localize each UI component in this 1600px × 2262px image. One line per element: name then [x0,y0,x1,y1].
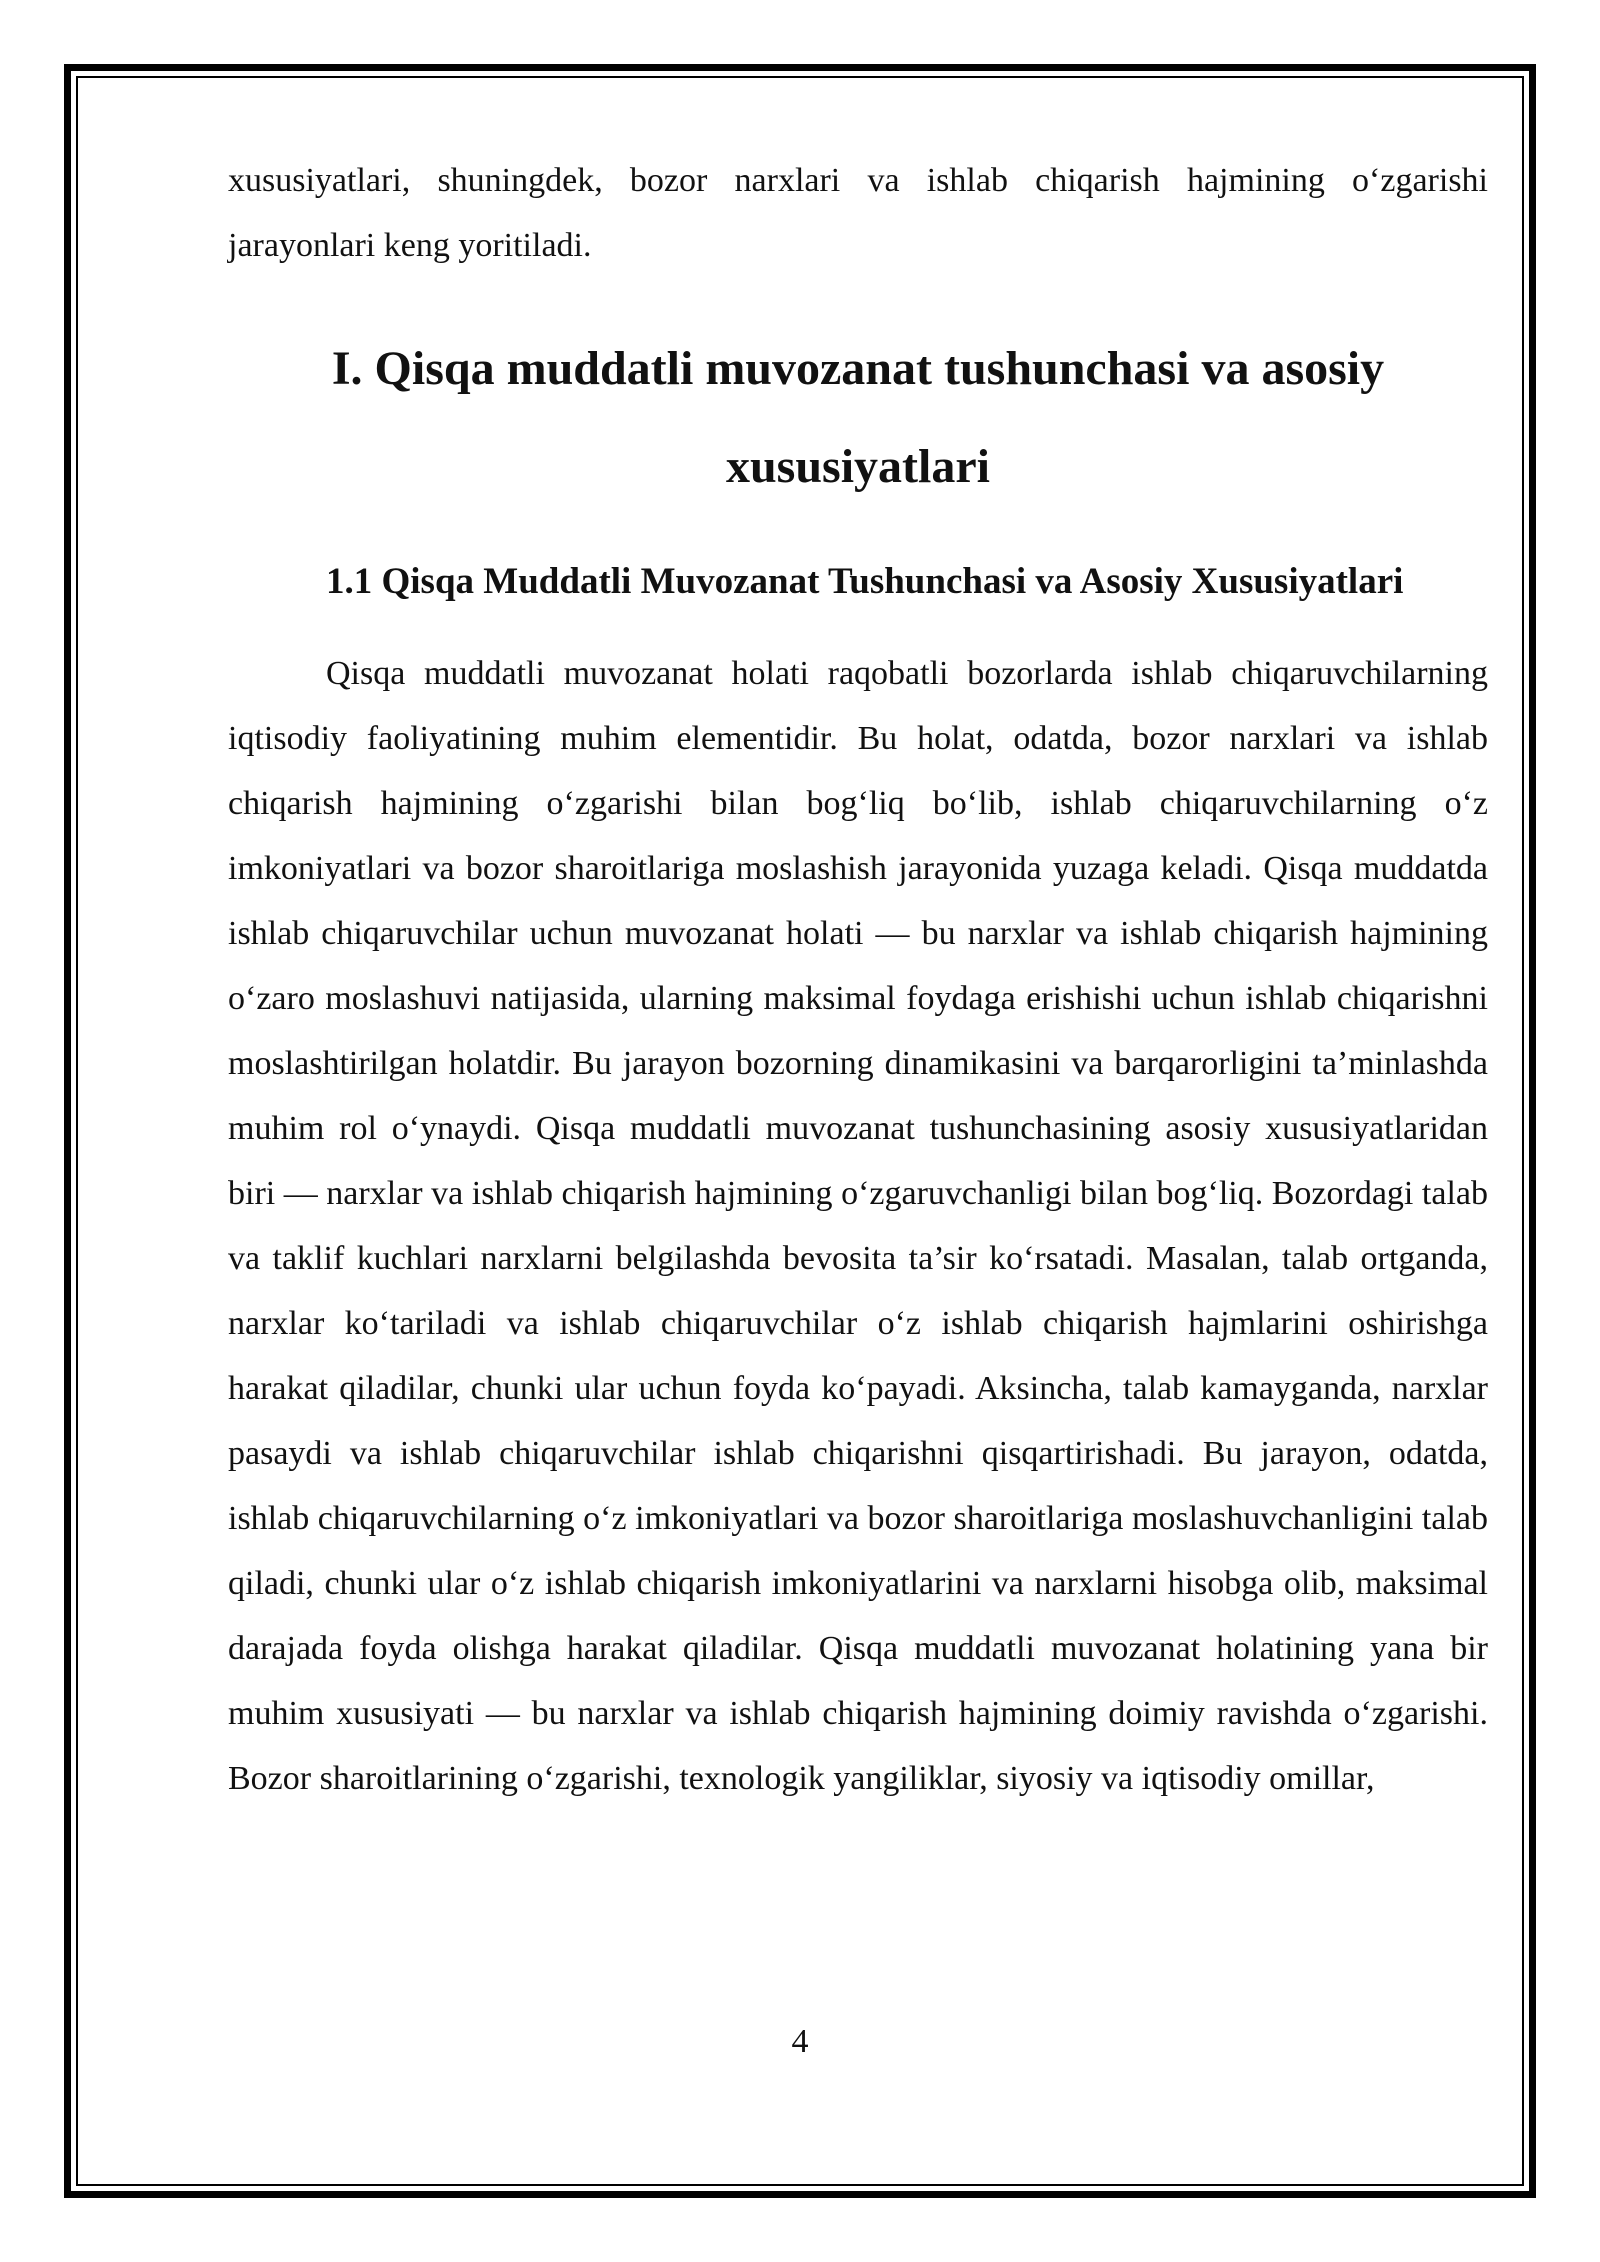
intro-paragraph: xususiyatlari, shuningdek, bozor narxlari va ishlab chiqarish hajmining o‘zgarishi jarayonlari keng yoritiladi. [228,162,1488,264]
page-content [228,148,1488,1811]
section-title: I. Qisqa muddatli muvozanat tushunchasi va asosiy xususiyatlari [331,342,1385,493]
page-number: 4 [791,2023,809,2060]
body-paragraph: Qisqa muddatli muvozanat holati raqobatli bozorlarda ishlab chiqaruvchilarning iqtisodiy faoliyatining muhim elementidir. Bu holat, odatda, bozor narxlari va ishlab chiqarish hajmining o‘zgarishi bilan bog‘liq bo‘lib, ishlab chiqaruvchilarning o‘z imkoniyatlari va bozor sharoitlariga moslashish jarayonida yuzaga keladi. Qisqa muddatda ishlab chiqaruvchilar uchun muvozanat holati — bu narxlar va ishlab chiqarish hajmining o‘zaro moslashuvi natijasida, ularning maksimal foydaga erishishi uchun ishlab chiqarishni moslashtirilgan holatdir. Bu jarayon bozorning dinamikasini va barqarorligini ta’minlashda muhim rol o‘ynaydi. Qisqa muddatli muvozanat tushunchasining asosiy xususiyatlaridan biri — narxlar va ishlab chiqarish hajmining o‘zgaruvchanligi bilan bog‘liq. Bozordagi talab va taklif kuchlari narxlarni belgilashda bevosita ta’sir ko‘rsatadi. Masalan, talab ortganda, narxlar ko‘tariladi va ishlab chiqaruvchilar o‘z ishlab chiqarish hajmlarini oshirishga harakat qiladilar, chunki ular uchun foyda ko‘payadi. Aksincha, talab kamayganda, narxlar pasaydi va ishlab chiqaruvchilar ishlab chiqarishni qisqartirishadi. Bu jarayon, odatda, ishlab chiqaruvchilarning o‘z imkoniyatlari va bozor sharoitlariga moslashuvchanligini talab qiladi, chunki ular o‘z ishlab chiqarish imkoniyatlarini va narxlarni hisobga olib, maksimal darajada foyda olishga harakat qiladilar. Qisqa muddatli muvozanat holatining yana bir muhim xususiyati — bu narxlar va ishlab chiqarish hajmining doimiy ravishda o‘zgarishi. Bozor sharoitlarining o‘zgarishi, texnologik yangiliklar, siyosiy va iqtisodiy omillar, [228,655,1488,1797]
subsection-title: 1.1 Qisqa Muddatli Muvozanat Tushunchasi va Asosiy Xususiyatlari [326,561,1404,602]
